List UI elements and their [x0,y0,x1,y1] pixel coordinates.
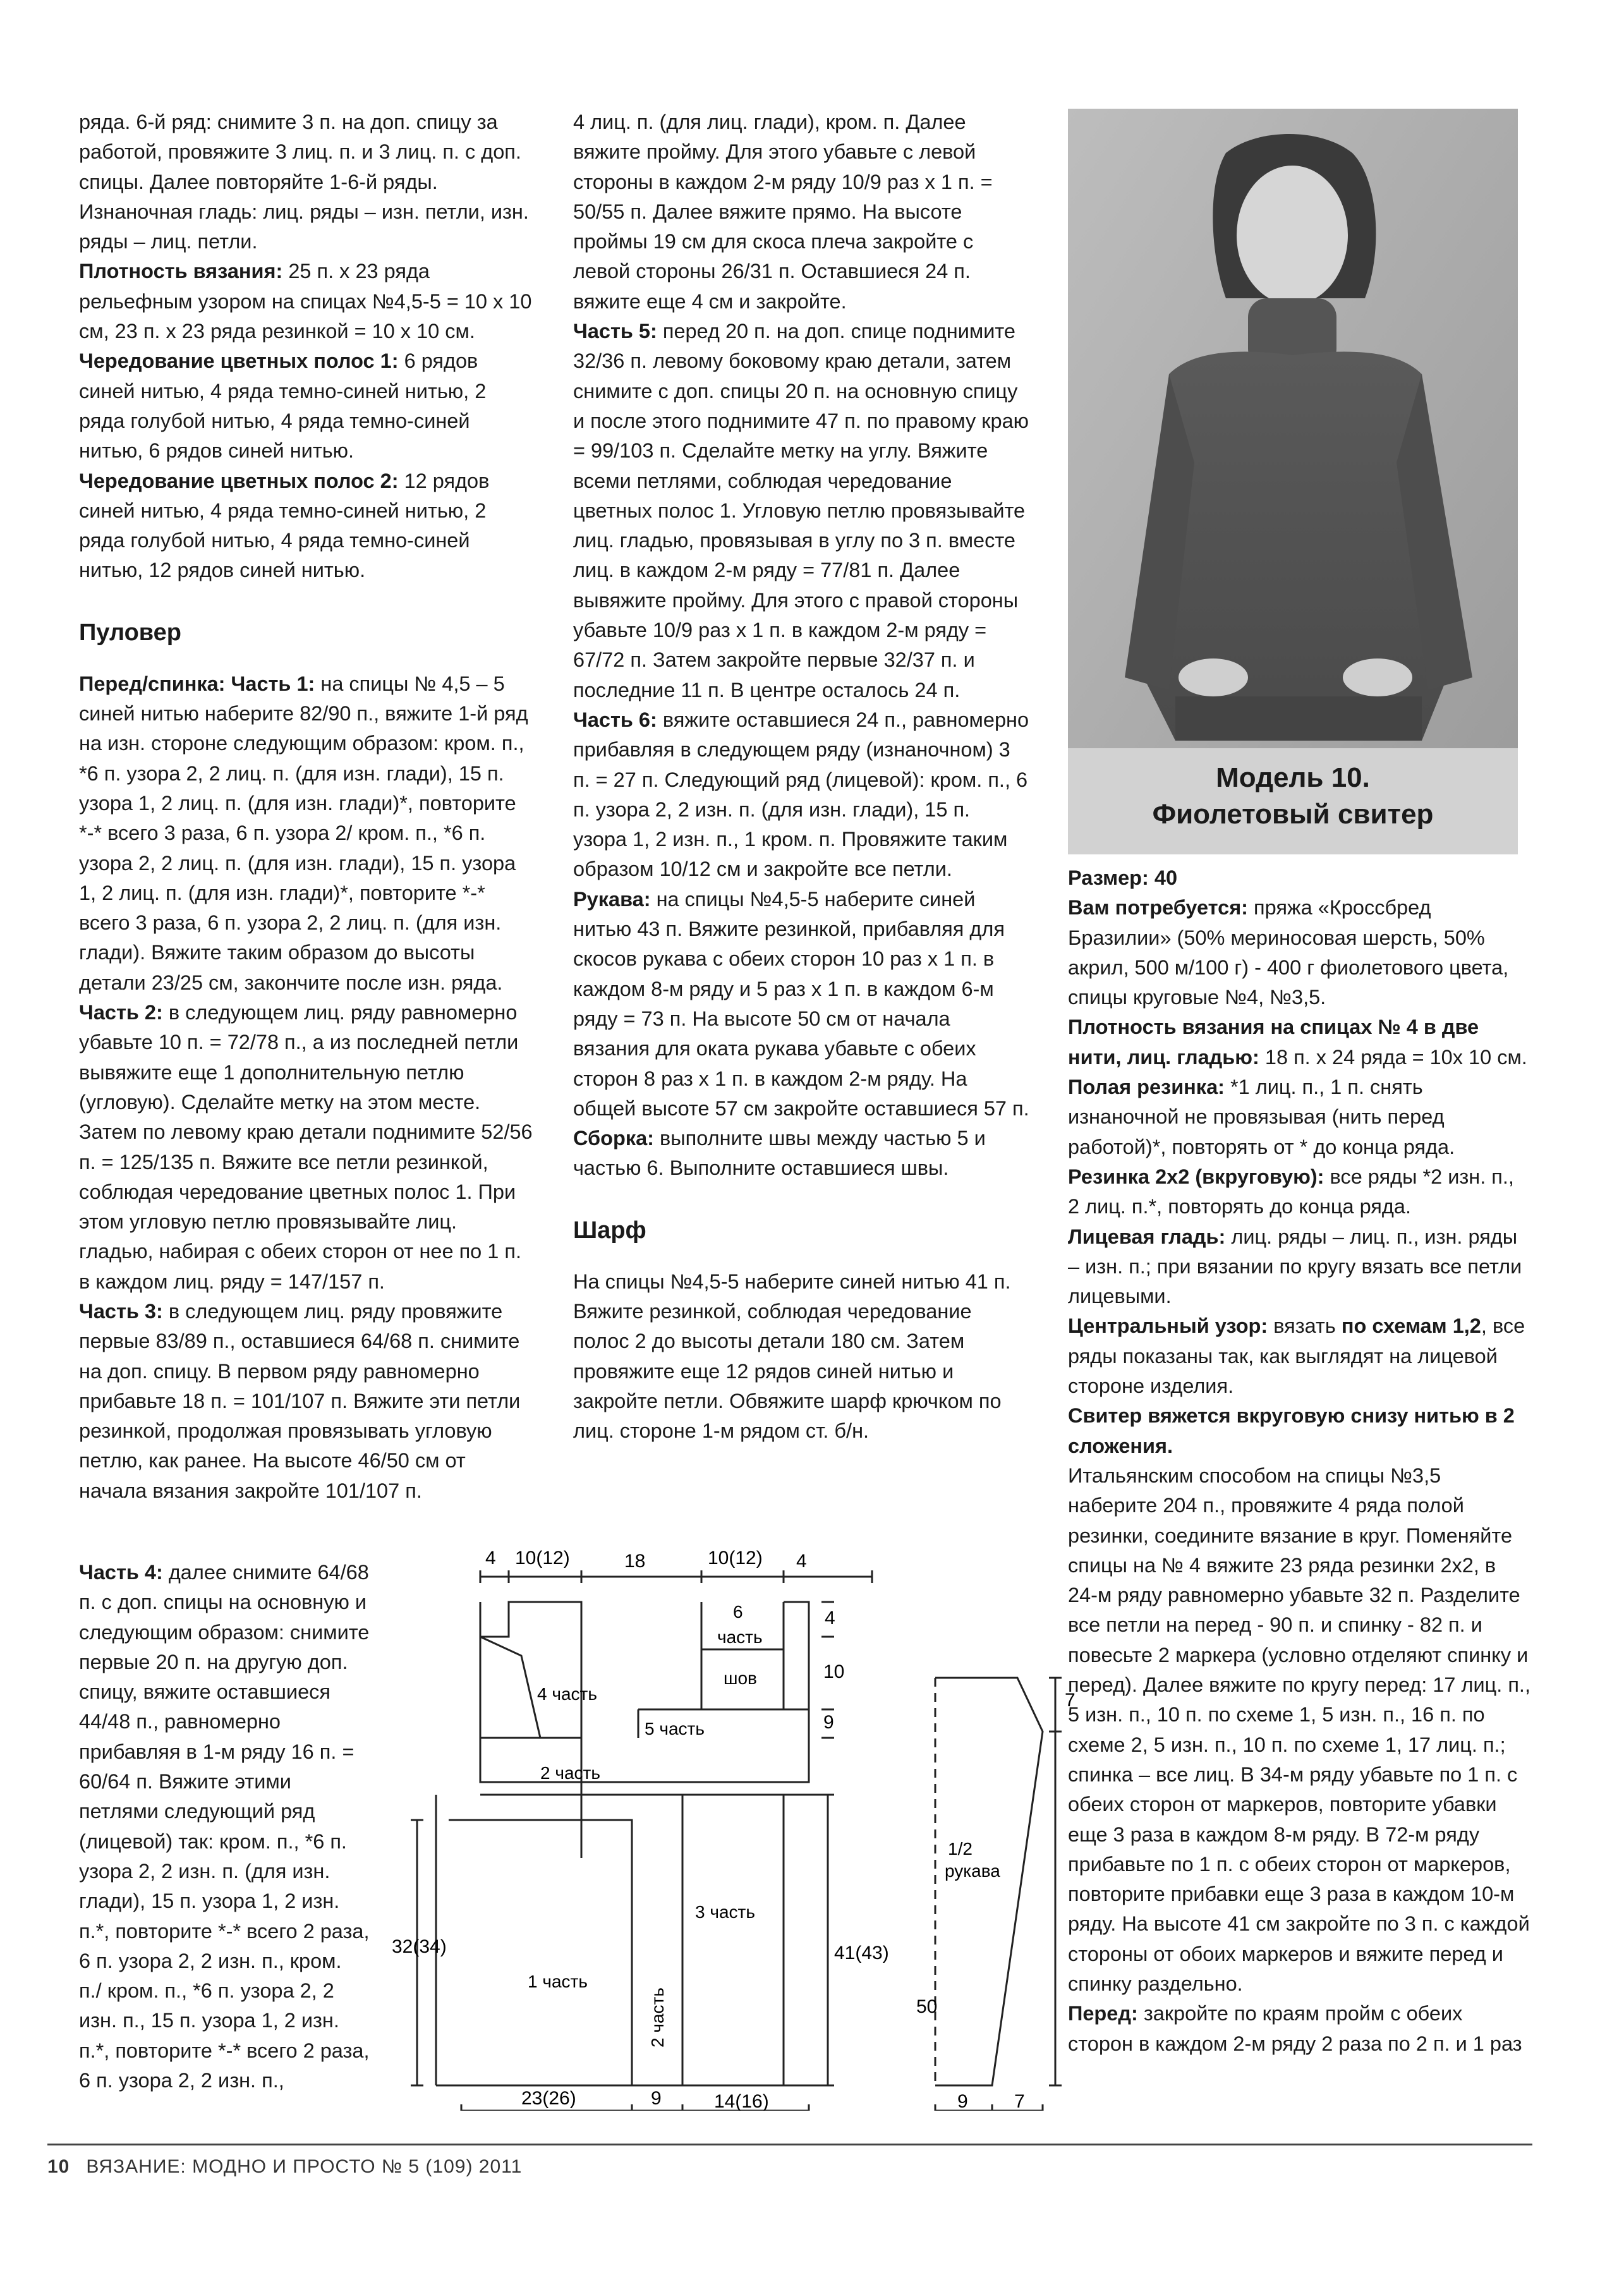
paragraph [573,885,1029,1124]
sleeve-label: рукава [945,1861,1000,1881]
model-title: Фиолетовый свитер [1152,799,1434,830]
term: Центральный узор: [1068,1314,1268,1338]
term: Перед/спинка: Часть 1: [79,672,315,695]
paragraph: ряда. 6-й ряд: снимите 3 п. на доп. спицу за работой, провяжите 3 лиц. п. и 3 лиц. п. с доп. спицы. Далее повторяйте 1-6-й ряды. [79,111,521,193]
paragraph [79,669,535,998]
paragraph [79,257,535,346]
paragraph [573,705,1029,885]
page-footer [47,2156,522,2178]
term-text: 12 рядов синей нитью, 4 ряда темно-синей нитью, 2 ряда голубой нитью, 4 ряда темно-синей нитью, 12 рядов синей нитью. [79,469,490,582]
text-column-2 [573,107,1029,1446]
term: Чередование цветных полос 1: [79,349,399,373]
term: Перед: [1068,2002,1138,2025]
dim-label: 4 [485,1548,496,1568]
dim-label: 10 [823,1661,845,1682]
part-label: 2 часть [540,1763,600,1783]
term-text: *1 лиц. п., 1 п. снять изнаночной не провязывая (нить перед работой)*, повторять от * до конца ряда. [1068,1076,1455,1158]
term-text: все ряды *2 изн. п., 2 лиц. п.*, повторять до конца ряда. [1068,1165,1514,1218]
sleeve-label: 1/2 [948,1839,973,1859]
dim-label: 10(12) [708,1548,763,1568]
dim-label: 41(43) [834,1943,889,1963]
photo-caption [1068,748,1518,854]
dim-label: 9 [823,1712,834,1733]
term-text: 6 рядов синей нитью, 4 ряда темно-синей нитью, 2 ряда голубой нитью, 4 ряда темно-синей нитью, 6 рядов синей нитью. [79,349,487,463]
term-text: перед 20 п. на доп. спице поднимите 32/36 п. левому боковому краю детали, затем снимите с доп. спицы 20 п. на основную спицу и после этого поднимите 47 п. по правому краю = 99/103 п. Сделайте метку на углу. Вяжите всеми петлями, соблюдая чередование цветных полос 1. Угловую петлю провязывайте лиц. гладью, провязывая в углу по 3 п. вместе лиц. в каждом 2-м ряду = 77/81 п. Далее вывяжите пройму. Для этого с правой стороны убавьте 10/9 раз х 1 п. в каждом 2-м ряду = 67/72 п. Затем закройте первые 32/37 п. и последние 11 п. В центре осталось 24 п. [573,320,1029,701]
part-label-vertical: 2 часть [648,1987,667,2048]
dim-label: 9 [957,2091,968,2111]
term-text: на спицы № 4,5 – 5 синей нитью наберите 82/90 п., вяжите 1-й ряд на изн. стороне следующим образом: кром. п., *6 п. узора 2, 2 лиц. п. (для изн. глади), 15 п. узора 1, 2 лиц. п. (для изн. глади)*, повторите *-* всего 3 раза, 6 п. узора 2/ кром. п., *6 п. узора 2, 2 лиц. п. (для изн. глади), 15 п. узора 1, 2 лиц. п. (для изн. глади)*, повторите *-* всего 3 раза, 6 п. узора 2, 2 лиц. п. (для изн. глади). Вяжите таким образом до высоты детали 23/25 см, закончите после изн. ряда. [79,672,528,994]
paragraph [1068,1012,1530,1072]
paragraph [79,466,535,586]
dim-label: 50 [916,1996,938,2017]
term: Вам потребуется: [1068,896,1248,919]
term: Часть 6: [573,708,657,731]
term: Плотность вязания: [79,260,283,283]
term: Часть 3: [79,1299,163,1323]
model-number: Модель 10. [1216,762,1370,793]
term-text: в следующем лиц. ряду провяжите первые 83/89 п., оставшиеся 64/68 п. снимите на доп. спицу. В первом ряду равномерно прибавьте 18 п. = 101/107 п. Вяжите эти петли резинкой, продолжая провязывать угловую петлю, как ранее. На высоте 46/50 см от начала вязания закройте 101/107 п. [79,1299,521,1502]
dim-label: 4 [796,1551,807,1572]
paragraph: На спицы №4,5-5 наберите синей нитью 41 п. Вяжите резинкой, соблюдая чередование полос 2 до высоты детали 180 см. Затем провяжите еще 12 рядов синей нитью и закройте петли. Обвяжите шарф крючком по лиц. стороне 1-м рядом ст. б/н. [573,1270,1011,1443]
section-heading-sharf: Шарф [573,1216,646,1244]
section-heading-pulover: Пуловер [79,619,182,646]
term: Часть 5: [573,320,657,343]
paragraph [79,1297,535,1506]
dim-label: 7 [1065,1690,1076,1711]
paragraph [79,1558,370,2096]
paragraph [1068,893,1530,1012]
part-label: шов [724,1668,757,1688]
term-text: пряжа «Кроссбред Бразилии» (50% мериносовая шерсть, 50% акрил, 500 м/100 г) - 400 г фиолетового цвета, спицы круговые №4, №3,5. [1068,896,1509,1009]
part-label: 4 часть [537,1684,597,1704]
term-text: далее снимите 64/68 п. с доп. спицы на основную и следующим образом: снимите первые 20 п. на другую доп. спицу, вяжите оставшиеся 44/48 п., равномерно прибавляя в 1-м ряду 16 п. = 60/64 п. Вяжите этими петлями следующий ряд (лицевой) так: кром. п., *6 п. узора 2, 2 изн. п. (для изн. глади), 15 п. узора 1, 2 изн. п.*, повторите *-* всего 2 раза, 6 п. узора 2, 2 изн. п., кром. п./ кром. п., *6 п. узора 2, 2 изн. п., 15 п. узора 1, 2 изн. п.*, повторите *-* всего 2 раза, 6 п. узора 2, 2 изн. п., [79,1561,370,2092]
paragraph: 4 лиц. п. (для лиц. глади), кром. п. Далее вяжите пройму. Для этого убавьте с левой стороны в каждом 2-м ряду 10/9 раз х 1 п. = 50/55 п. Далее вяжите прямо. На высоте проймы 19 см для скоса плеча закройте с левой стороны 26/31 п. Оставшиеся 24 п. вяжите еще 4 см и закройте. [573,111,993,313]
term: Плотность вязания на спицах № 4 в две нити, лиц. гладью: [1068,1016,1479,1069]
term: Рукава: [573,887,651,911]
part-label: часть [717,1627,763,1647]
dim-label: 4 [825,1608,835,1629]
term-text: лиц. ряды – лиц. п., изн. ряды – изн. п.; при вязании по кругу вязать все петли лицевыми. [1068,1225,1522,1308]
paragraph [1068,1162,1530,1222]
model-photo [1068,109,1518,854]
dim-label: 10(12) [515,1548,570,1568]
size-line: Размер: 40 [1068,866,1178,889]
paragraph [1068,1311,1530,1401]
photo-image [1068,109,1518,854]
term: Лицевая гладь: [1068,1225,1226,1248]
footer-rule [47,2144,1532,2145]
paragraph: Итальянским способом на спицы №3,5 наберите 204 п., провяжите 4 ряда полой резинки, соедините вязание в круг. Поменяйте спицы на № 4 вяжите 23 ряда резинки 2х2, в 24-м ряду равномерно убавьте 32 п. Разделите все петли на перед - 90 п. и спинку - 82 п. и повесьте 2 маркера (условно отделяют спинку и перед). Далее вяжите по кругу перед: 17 лиц. п., 5 изн. п., 10 п. по схеме 1, 5 изн. п., 16 п. по схеме 2, 5 изн. п., 10 п. по схеме 1, 17 лиц. п.; спинка – все лиц. В 34-м ряду убавьте по 1 п. с обеих сторон от маркеров, повторите убавки еще 3 раза в каждом 8-м ряду. В 72-м ряду прибавьте по 1 п. с обеих сторон от маркеров, повторите прибавки еще 3 раза в каждом 10-м ряду. На высоте 41 см закройте по 3 п. с каждой стороны от обоих маркеров и вяжите перед и спинку раздельно. [1068,1464,1530,1995]
dim-label: 23(26) [521,2088,576,2109]
part-label: 1 часть [528,1972,588,1991]
dim-label: 7 [1014,2091,1025,2111]
dim-label: 32(34) [392,1936,447,1957]
term: Полая резинка: [1068,1076,1225,1099]
dim-label: 14(16) [714,2091,769,2111]
paragraph [79,998,535,1297]
paragraph: Изнаночная гладь: лиц. ряды – изн. петли, изн. ряды – лиц. петли. [79,200,529,253]
schema-layer [392,1542,1340,2111]
term-text: на спицы №4,5-5 наберите синей нитью 43 п. Вяжите резинкой, прибавляя для скосов рукава с обеих сторон 10 раз х 1 п. в каждом 8-м ряду и 5 раз х 1 п. в каждом 6-м ряду = 73 п. На высоте 50 см от начала вязания для оката рукава убавьте с обеих сторон 8 раз х 1 п. в каждом 2-м ряду. На общей высоте 57 см закройте оставшиеся 57 п. [573,887,1029,1120]
dim-label: 18 [624,1551,646,1572]
paragraph [573,317,1029,705]
term-text: выполните швы между частью 5 и частью 6. Выполните оставшиеся швы. [573,1127,986,1180]
text-column-1 [79,107,535,1506]
term-text: вяжите оставшиеся 24 п., равномерно прибавляя в следующем ряду (изнаночном) 3 п. = 27 п. Следующий ряд (лицевой): кром. п., 6 п. узора 2, 2 изн. п. (для изн. глади), 15 п. узора 1, 2 изн. п., 1 кром. п. Провяжите таким образом 10/12 см и закройте все петли. [573,708,1029,881]
paragraph-bold: Свитер вяжется вкруговую снизу нитью в 2 сложения. [1068,1404,1515,1457]
term-text: , все ряды показаны так, как выглядят на лицевой стороне изделия. [1068,1314,1525,1398]
magazine-title: ВЯЗАНИЕ: МОДНО И ПРОСТО № 5 (109) 2011 [86,2156,523,2177]
dim-label: 9 [651,2088,662,2109]
page-number: 10 [47,2156,70,2177]
term-text: 18 п. х 24 ряда = 10х 10 см. [1259,1045,1527,1069]
text-column-1-narrow [79,1558,370,2096]
part-label: 5 часть [645,1719,705,1738]
term: по схемам 1,2 [1341,1314,1481,1338]
term-text: закройте по краям пройм с обеих сторон в каждом 2-м ряду 2 раза по 2 п. и 1 раз [1068,2002,1522,2055]
term: Чередование цветных полос 2: [79,469,399,492]
term: Сборка: [573,1127,654,1150]
term-text: 25 п. х 23 ряда рельефным узором на спицах №4,5-5 = 10 х 10 см, 23 п. х 23 ряда резинкой = 10 х 10 см. [79,260,532,343]
term-text: вязать [1268,1314,1342,1338]
paragraph [573,1124,1029,1184]
paragraph [1068,1222,1530,1312]
part-label: 3 часть [695,1902,755,1922]
paragraph [79,346,535,466]
term: Резинка 2х2 (вкруговую): [1068,1165,1324,1188]
paragraph [1068,1072,1530,1162]
term-text: в следующем лиц. ряду равномерно убавьте 10 п. = 72/78 п., а из последней петли вывяжите еще 1 дополнительную петлю (угловую). Сделайте метку на этом месте. Затем по левому краю детали поднимите 52/56 п. = 125/135 п. Вяжите все петли резинкой, соблюдая чередование цветных полос 1. При этом угловую петлю провязывайте лиц. гладью, набирая с обеих сторон от нее по 1 п. в каждом лиц. ряду = 147/157 п. [79,1001,533,1293]
part-label: 6 [733,1602,743,1622]
term: Часть 4: [79,1561,163,1584]
term: Часть 2: [79,1001,163,1024]
